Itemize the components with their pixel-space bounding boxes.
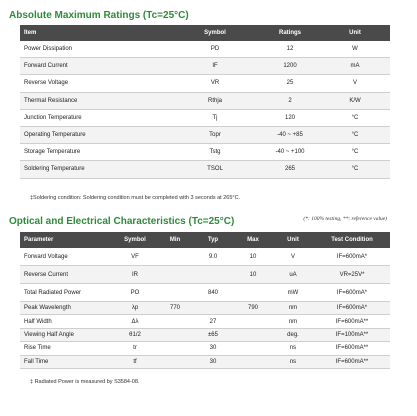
table-row	[20, 92, 390, 109]
cell-item: Reverse Voltage	[20, 75, 170, 92]
header-unit: Unit	[272, 232, 314, 248]
cell-symbol: TSOL	[170, 161, 260, 178]
cell-item: Power Dissipation	[20, 41, 170, 58]
cell-max	[234, 328, 272, 341]
absolute-maximum-ratings-title: Absolute Maximum Ratings (Tc=25°C)	[9, 10, 189, 21]
cell-parameter: Fall Time	[20, 355, 112, 368]
table-row	[20, 284, 390, 302]
table-row	[20, 248, 390, 266]
cell-max: 10	[234, 248, 272, 266]
cell-max	[234, 342, 272, 355]
cell-test-condition: IF=600mA*	[314, 284, 390, 302]
cell-unit: °C	[320, 161, 390, 178]
cell-ratings: 1200	[260, 58, 320, 75]
radiated-power-footnote: ‡ Radiated Power is measured by S3584-08.	[30, 379, 140, 385]
header-test-condition: Test Condition	[314, 232, 390, 248]
cell-symbol: Tj	[170, 109, 260, 126]
header-item: Item	[20, 25, 170, 41]
cell-test-condition: IF=600mA**	[314, 342, 390, 355]
header-ratings: Ratings	[260, 25, 320, 41]
cell-ratings: -40 ~ +85	[260, 126, 320, 143]
cell-item: Operating Temperature	[20, 126, 170, 143]
table-row	[20, 342, 390, 355]
cell-test-condition: IF=100mA**	[314, 328, 390, 341]
table-header-row	[20, 232, 390, 248]
cell-symbol: Topr	[170, 126, 260, 143]
table-row	[20, 266, 390, 284]
cell-parameter: Total Radiated Power	[20, 284, 112, 302]
cell-parameter: Viewing Half Angle	[20, 328, 112, 341]
cell-max: 790	[234, 302, 272, 315]
cell-typ: 9.0	[192, 248, 234, 266]
cell-symbol: Rthja	[170, 92, 260, 109]
table-row	[20, 328, 390, 341]
cell-symbol: PD	[170, 41, 260, 58]
table-row	[20, 126, 390, 143]
cell-min	[158, 266, 192, 284]
soldering-footnote: ‡Soldering condition: Soldering condition must be completed with 3 seconds at 265°C.	[30, 195, 241, 201]
cell-ratings: 25	[260, 75, 320, 92]
cell-unit: mW	[272, 284, 314, 302]
cell-item: Junction Temperature	[20, 109, 170, 126]
header-typ: Typ	[192, 232, 234, 248]
cell-unit: W	[320, 41, 390, 58]
table-header-row	[20, 25, 390, 41]
header-symbol: Symbol	[112, 232, 158, 248]
cell-test-condition: IF=600mA**	[314, 315, 390, 328]
cell-symbol: Δλ	[112, 315, 158, 328]
cell-min	[158, 342, 192, 355]
cell-symbol: tr	[112, 342, 158, 355]
cell-symbol: PO	[112, 284, 158, 302]
header-parameter: Parameter	[20, 232, 112, 248]
cell-test-condition: IF=600mA*	[314, 248, 390, 266]
cell-symbol: VF	[112, 248, 158, 266]
cell-unit: V	[272, 248, 314, 266]
cell-symbol: IF	[170, 58, 260, 75]
cell-unit: ns	[272, 355, 314, 368]
header-min: Min	[158, 232, 192, 248]
cell-typ: 30	[192, 355, 234, 368]
table-row	[20, 58, 390, 75]
cell-unit: °C	[320, 126, 390, 143]
cell-test-condition: IF=600mA*	[314, 302, 390, 315]
table-row	[20, 161, 390, 178]
table-row	[20, 75, 390, 92]
cell-item: Forward Current	[20, 58, 170, 75]
header-symbol: Symbol	[170, 25, 260, 41]
header-max: Max	[234, 232, 272, 248]
cell-typ: 840	[192, 284, 234, 302]
cell-ratings: 265	[260, 161, 320, 178]
cell-min	[158, 284, 192, 302]
table-row	[20, 144, 390, 161]
cell-parameter: Rise Time	[20, 342, 112, 355]
cell-unit: nm	[272, 302, 314, 315]
cell-test-condition: VR=25V*	[314, 266, 390, 284]
cell-unit: ns	[272, 342, 314, 355]
cell-parameter: Peak Wavelength	[20, 302, 112, 315]
cell-symbol: θ1/2	[112, 328, 158, 341]
table-row	[20, 41, 390, 58]
header-unit: Unit	[320, 25, 390, 41]
cell-item: Storage Temperature	[20, 144, 170, 161]
cell-ratings: -40 ~ +100	[260, 144, 320, 161]
table-row	[20, 302, 390, 315]
table-row	[20, 109, 390, 126]
cell-symbol: IR	[112, 266, 158, 284]
cell-min: 770	[158, 302, 192, 315]
cell-item: Thermal Resistance	[20, 92, 170, 109]
cell-symbol: λp	[112, 302, 158, 315]
cell-parameter: Reverse Current	[20, 266, 112, 284]
cell-max	[234, 284, 272, 302]
cell-parameter: Half Width	[20, 315, 112, 328]
cell-max: 10	[234, 266, 272, 284]
cell-unit: °C	[320, 109, 390, 126]
cell-unit: mA	[320, 58, 390, 75]
cell-unit: deg.	[272, 328, 314, 341]
cell-unit: uA	[272, 266, 314, 284]
optical-electrical-title: Optical and Electrical Characteristics (Tc=25°C)	[9, 216, 235, 227]
testing-reference-note: (*: 100% testing, **: reference value)	[303, 216, 387, 222]
cell-symbol: tf	[112, 355, 158, 368]
cell-min	[158, 315, 192, 328]
optical-electrical-table	[20, 232, 390, 369]
cell-unit: °C	[320, 144, 390, 161]
cell-typ: 27	[192, 315, 234, 328]
cell-typ	[192, 302, 234, 315]
cell-ratings: 120	[260, 109, 320, 126]
cell-unit: K/W	[320, 92, 390, 109]
cell-ratings: 2	[260, 92, 320, 109]
cell-ratings: 12	[260, 41, 320, 58]
cell-max	[234, 355, 272, 368]
cell-test-condition: IF=600mA**	[314, 355, 390, 368]
cell-min	[158, 355, 192, 368]
absolute-maximum-ratings-table	[20, 25, 390, 179]
table-row	[20, 315, 390, 328]
cell-min	[158, 248, 192, 266]
cell-item: Soldering Temperature	[20, 161, 170, 178]
cell-symbol: Tstg	[170, 144, 260, 161]
cell-max	[234, 315, 272, 328]
cell-typ	[192, 266, 234, 284]
cell-symbol: VR	[170, 75, 260, 92]
cell-typ: 30	[192, 342, 234, 355]
cell-typ: ±65	[192, 328, 234, 341]
cell-unit: V	[320, 75, 390, 92]
cell-unit: nm	[272, 315, 314, 328]
cell-min	[158, 328, 192, 341]
cell-parameter: Forward Voltage	[20, 248, 112, 266]
table-row	[20, 355, 390, 368]
